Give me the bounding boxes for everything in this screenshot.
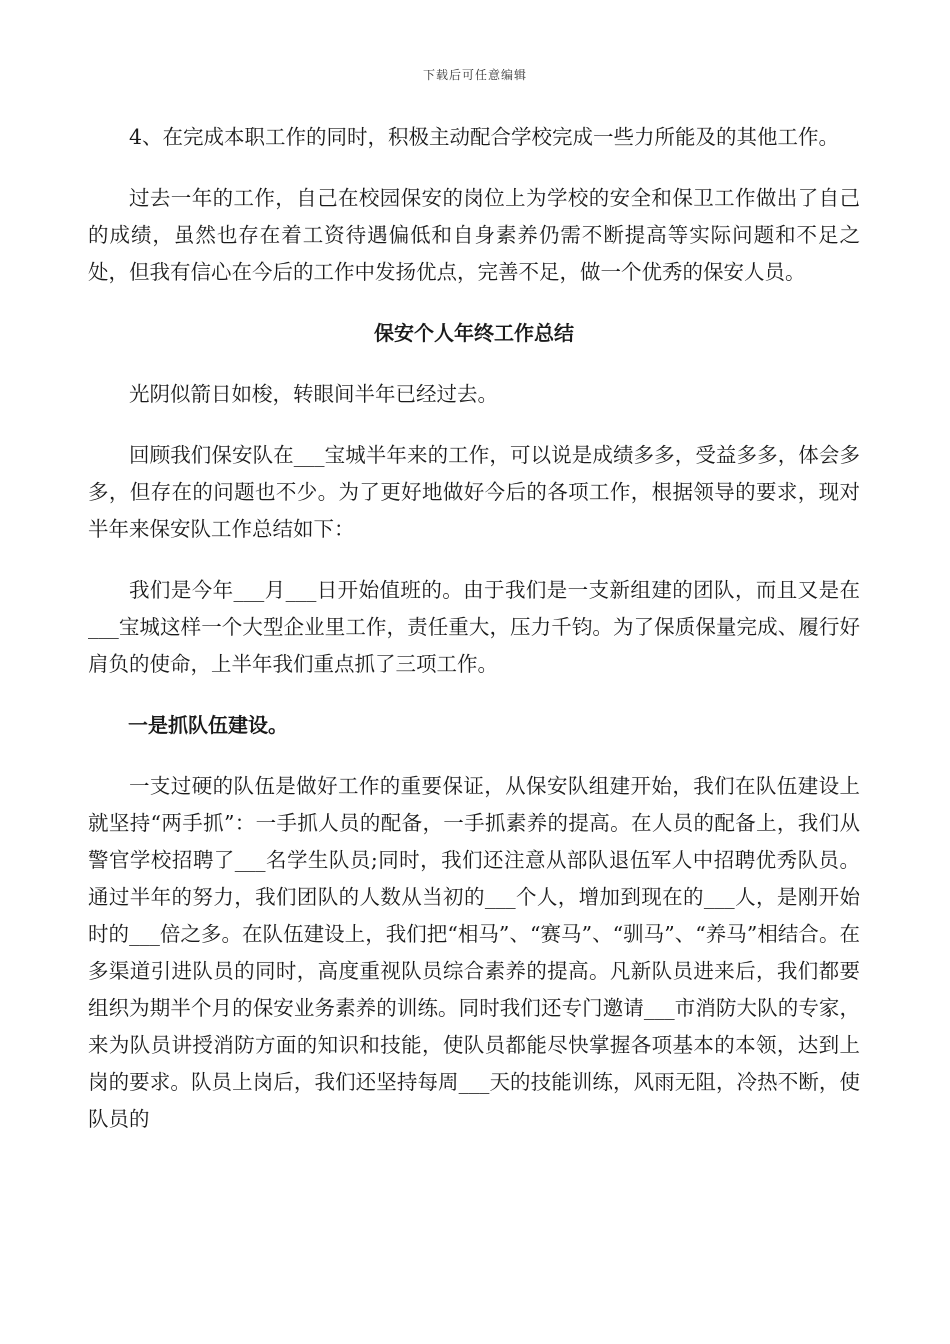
paragraph-2: 过去一年的工作，自己在校园保安的岗位上为学校的安全和保卫工作做出了自己的成绩，虽然也存在着工资待遇偏低和自身素养仍需不断提高等实际问题和不足之处，但我有信心在今后的工作中发扬优点，完善不足，做一个优秀的保安人员。	[88, 186, 860, 284]
paragraph-3: 光阴似箭日如梭，转眼间半年已经过去。	[129, 382, 498, 406]
document-title: 保安个人年终工作总结	[374, 321, 574, 345]
section-heading: 一是抓队伍建设。	[128, 713, 288, 737]
paragraph-5: 我们是今年___月___日开始值班的。由于我们是一支新组建的团队，而且又是在___宝城这样一个大型企业里工作，责任重大，压力千钧。为了保质保量完成、履行好肩负的使命，上半年我们重点抓了三项工作。	[88, 578, 860, 676]
document-body	[88, 119, 860, 1162]
paragraph-6: 一支过硬的队伍是做好工作的重要保证，从保安队组建开始，我们在队伍建设上就坚持“两手抓”：一手抓人员的配备，一手抓素养的提高。在人员的配备上，我们从警官学校招聘了___名学生队员;同时，我们还注意从部队退伍军人中招聘优秀队员。通过半年的努力，我们团队的人数从当初的___个人，增加到现在的___人，是刚开始时的___倍之多。在队伍建设上，我们把“相马”、“赛马”、“驯马”、“养马”相结合。在多渠道引进队员的同时，高度重视队员综合素养的提高。凡新队员进来后，我们都要组织为期半个月的保安业务素养的训练。同时我们还专门邀请___市消防大队的专家，来为队员讲授消防方面的知识和技能，使队员都能尽快掌握各项基本的本领，达到上岗的要求。队员上岗后，我们还坚持每周___天的技能训练，风雨无阻，冷热不断，使队员的	[88, 774, 860, 1131]
paragraph-1: 4、在完成本职工作的同时，积极主动配合学校完成一些力所能及的其他工作。	[129, 125, 840, 149]
page-header: 下载后可任意编辑	[422, 68, 527, 82]
paragraph-4: 回顾我们保安队在___宝城半年来的工作，可以说是成绩多多，受益多多，体会多多，但存在的问题也不少。为了更好地做好今后的各项工作，根据领导的要求，现对半年来保安队工作总结如下：	[88, 443, 860, 541]
